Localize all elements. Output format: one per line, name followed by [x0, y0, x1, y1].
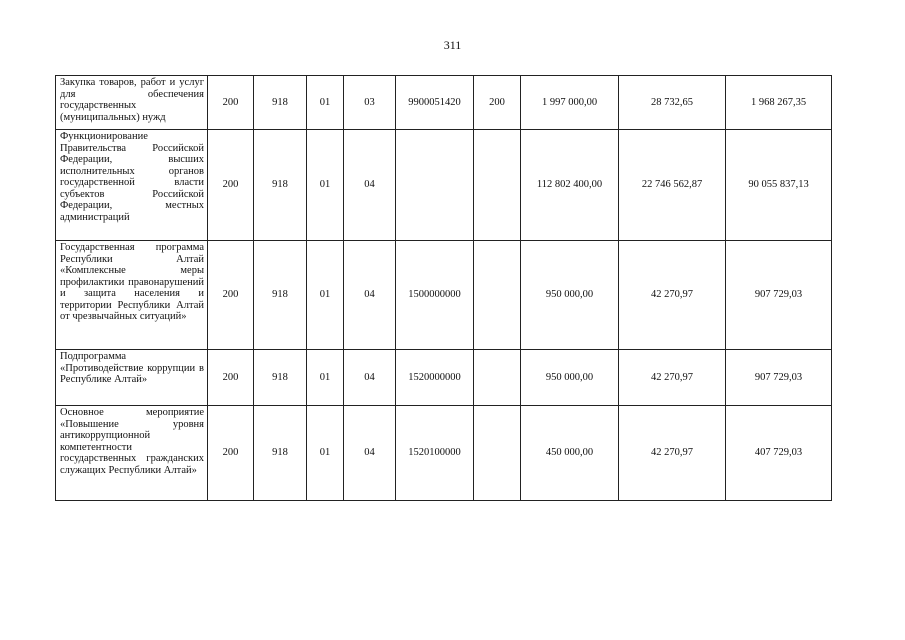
expense-type-cell [474, 241, 521, 350]
approved-amount-cell: 112 802 400,00 [521, 130, 619, 241]
section-code-cell: 01 [307, 130, 344, 241]
admin-code-cell: 200 [208, 130, 254, 241]
target-article-cell: 1520000000 [396, 350, 474, 406]
remaining-amount-cell: 907 729,03 [726, 241, 832, 350]
remaining-amount-cell: 1 968 267,35 [726, 76, 832, 130]
subsection-code-cell: 03 [344, 76, 396, 130]
target-article-cell: 9900051420 [396, 76, 474, 130]
row-name-cell: Закупка товаров, работ и услуг для обеспечения государственных (муниципальных) нужд [56, 76, 208, 130]
admin-code-cell: 200 [208, 241, 254, 350]
subsection-code-cell: 04 [344, 130, 396, 241]
executed-amount-cell: 42 270,97 [619, 350, 726, 406]
table-row [56, 406, 832, 501]
expense-type-cell [474, 350, 521, 406]
expense-type-cell: 200 [474, 76, 521, 130]
section-code-cell: 01 [307, 76, 344, 130]
page-number: 311 [443, 38, 462, 52]
row-name-cell: Государственная программа Республики Алтай «Комплексные меры профилактики правонарушений и защита населения и территории Республики Алтай от чрезвычайных ситуаций» [56, 241, 208, 350]
ministry-code-cell: 918 [254, 76, 307, 130]
ministry-code-cell: 918 [254, 130, 307, 241]
remaining-amount-cell: 907 729,03 [726, 350, 832, 406]
table-row [56, 130, 832, 241]
executed-amount-cell: 42 270,97 [619, 241, 726, 350]
ministry-code-cell: 918 [254, 350, 307, 406]
admin-code-cell: 200 [208, 76, 254, 130]
expense-type-cell [474, 130, 521, 241]
executed-amount-cell: 42 270,97 [619, 406, 726, 501]
target-article-cell [396, 130, 474, 241]
approved-amount-cell: 1 997 000,00 [521, 76, 619, 130]
remaining-amount-cell: 407 729,03 [726, 406, 832, 501]
approved-amount-cell: 950 000,00 [521, 241, 619, 350]
row-name-cell: Функционирование Правительства Российской Федерации, высших исполнительных органов государственной власти субъектов Российской Федерации, местных администраций [56, 130, 208, 241]
executed-amount-cell: 22 746 562,87 [619, 130, 726, 241]
subsection-code-cell: 04 [344, 406, 396, 501]
ministry-code-cell: 918 [254, 241, 307, 350]
remaining-amount-cell: 90 055 837,13 [726, 130, 832, 241]
table-row [56, 350, 832, 406]
subsection-code-cell: 04 [344, 241, 396, 350]
approved-amount-cell: 950 000,00 [521, 350, 619, 406]
section-code-cell: 01 [307, 350, 344, 406]
admin-code-cell: 200 [208, 406, 254, 501]
executed-amount-cell: 28 732,65 [619, 76, 726, 130]
target-article-cell: 1520100000 [396, 406, 474, 501]
section-code-cell: 01 [307, 241, 344, 350]
ministry-code-cell: 918 [254, 406, 307, 501]
table-row [56, 76, 832, 130]
expense-type-cell [474, 406, 521, 501]
section-code-cell: 01 [307, 406, 344, 501]
budget-table [55, 75, 832, 501]
row-name-cell: Основное мероприятие «Повышение уровня антикоррупционной компетентности государственных гражданских служащих Республики Алтай» [56, 406, 208, 501]
approved-amount-cell: 450 000,00 [521, 406, 619, 501]
admin-code-cell: 200 [208, 350, 254, 406]
target-article-cell: 1500000000 [396, 241, 474, 350]
subsection-code-cell: 04 [344, 350, 396, 406]
row-name-cell: Подпрограмма «Противодействие коррупции в Республике Алтай» [56, 350, 208, 406]
table-row [56, 241, 832, 350]
